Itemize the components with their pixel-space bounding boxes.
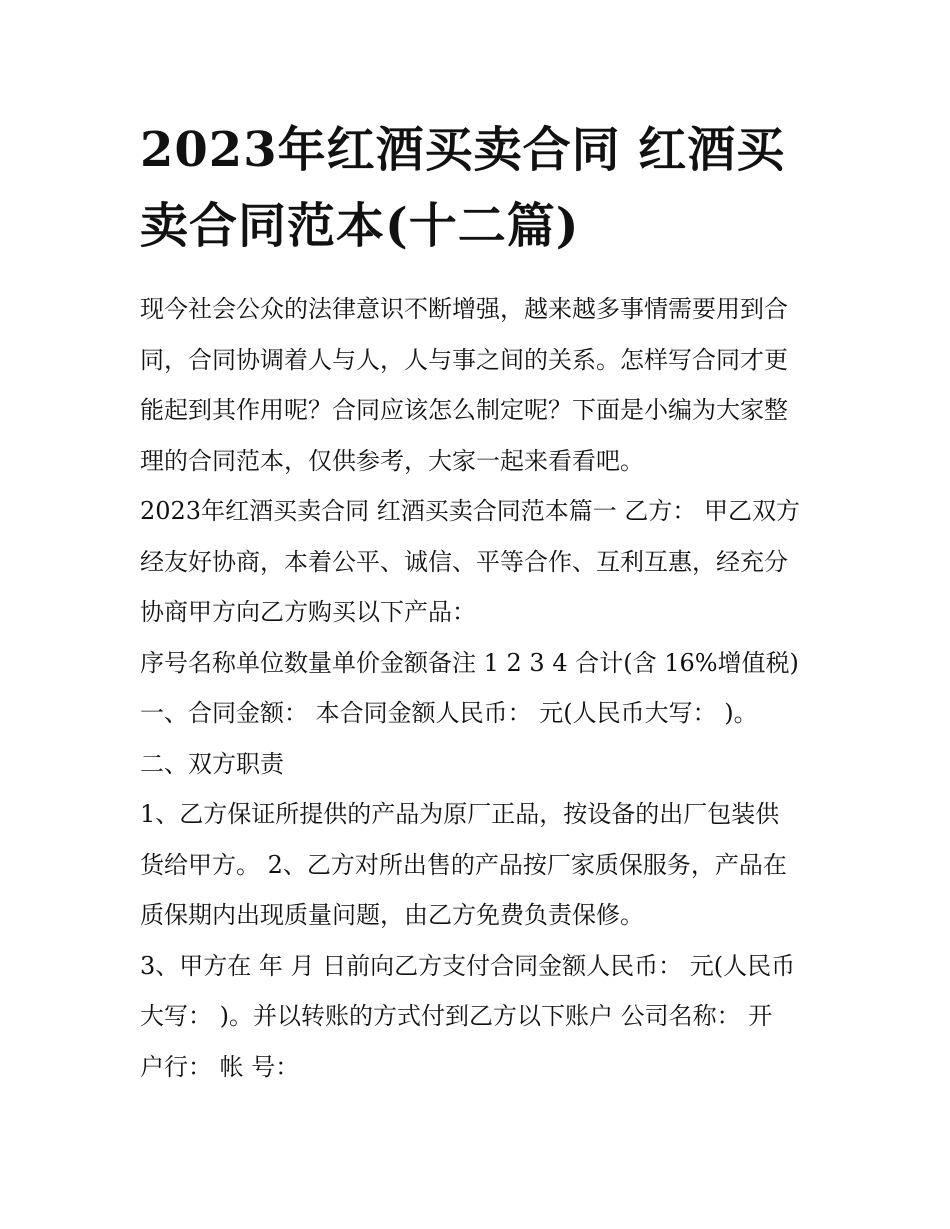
text-line: 质保期内出现质量问题，由乙方免费负责保修。 bbox=[140, 901, 644, 929]
text-line: 序号名称单位数量单价金额备注 1 2 3 4 合计(含 16%增值税) bbox=[140, 648, 799, 677]
contract-intro-paragraph bbox=[140, 486, 820, 638]
document-body bbox=[140, 284, 820, 1092]
title-line-1: 2023年红酒买卖合同 红酒买 bbox=[140, 122, 786, 178]
text-line: 一、合同金额： 本合同金额人民币： 元(人民币大写： )。 bbox=[140, 699, 758, 727]
text-line: 大写： )。并以转账的方式付到乙方以下账户 公司名称： 开 bbox=[140, 1002, 773, 1030]
text-line: 能起到其作用呢？合同应该怎么制定呢？下面是小编为大家整 bbox=[140, 396, 788, 424]
contract-amount-paragraph bbox=[140, 688, 820, 739]
intro-paragraph bbox=[140, 284, 820, 486]
product-table-row bbox=[140, 638, 820, 689]
text-line: 2023年红酒买卖合同 红酒买卖合同范本篇一 乙方： 甲乙双方 bbox=[140, 497, 800, 525]
text-line: 3、甲方在 年 月 日前向乙方支付合同金额人民币： 元(人民币 bbox=[140, 951, 796, 980]
text-line: 1、乙方保证所提供的产品为原厂正品，按设备的出厂包装供 bbox=[140, 800, 780, 828]
document-title bbox=[140, 112, 820, 264]
title-line-2: 卖合同范本(十二篇) bbox=[140, 198, 580, 254]
document-page bbox=[140, 112, 820, 1092]
duties-paragraph-3 bbox=[140, 941, 820, 1093]
text-line: 二、双方职责 bbox=[140, 749, 284, 778]
text-line: 现今社会公众的法律意识不断增强，越来越多事情需要用到合 bbox=[140, 295, 788, 323]
text-line: 经友好协商，本着公平、诚信、平等合作、互利互惠，经充分 bbox=[140, 547, 788, 576]
text-line: 同，合同协调着人与人，人与事之间的关系。怎样写合同才更 bbox=[140, 345, 788, 374]
text-line: 协商甲方向乙方购买以下产品： bbox=[140, 598, 476, 626]
section-heading-duties bbox=[140, 739, 820, 790]
text-line: 理的合同范本，仅供参考，大家一起来看看吧。 bbox=[140, 446, 644, 475]
duties-paragraph-1-2 bbox=[140, 789, 820, 941]
text-line: 户行： 帐 号： bbox=[140, 1052, 300, 1081]
text-line: 货给甲方。 2、乙方对所出售的产品按厂家质保服务，产品在 bbox=[140, 850, 787, 879]
